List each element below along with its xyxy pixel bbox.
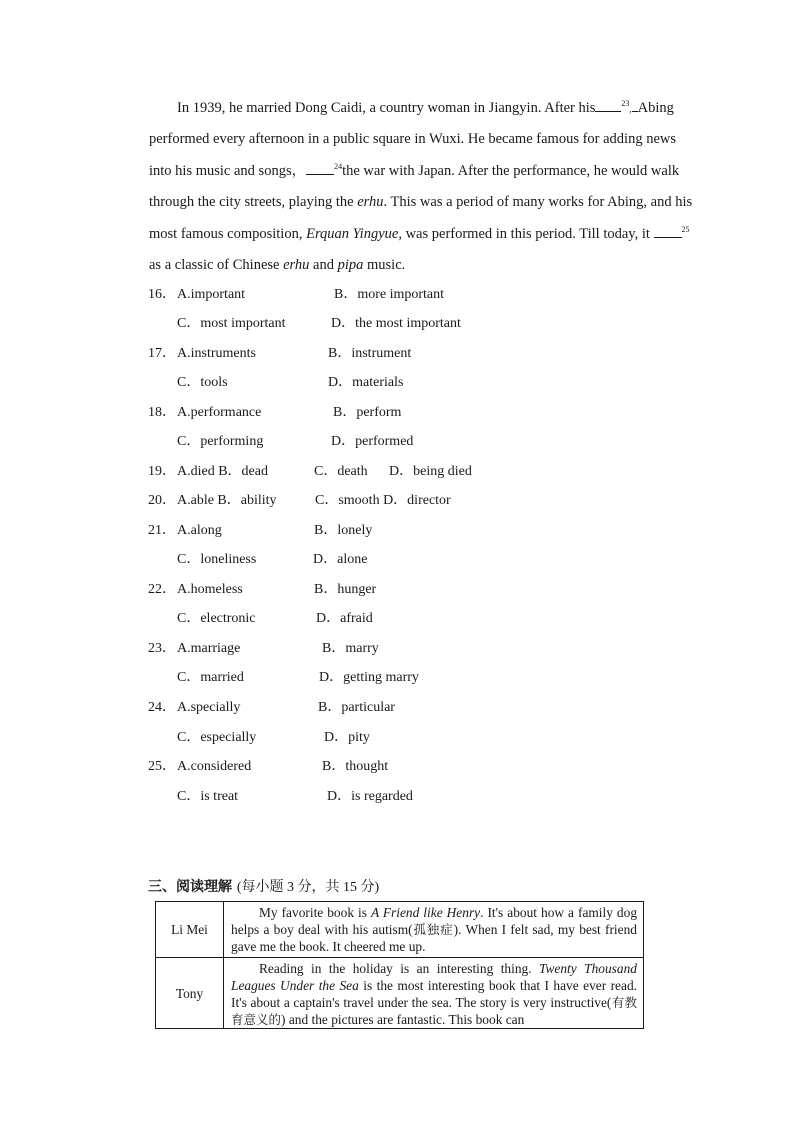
option-ab: A.able B．ability <box>177 493 277 508</box>
question-number: 25． <box>148 759 176 774</box>
option-c: C．married <box>177 670 244 685</box>
option-a: A.important <box>177 287 246 302</box>
passage-line-4: through the city streets, playing the erhu. This was a period of many works for Abing, and his <box>149 194 693 210</box>
question-number: 21． <box>148 523 176 538</box>
passage-line-5: most famous composition, Erquan Yingyue, was performed in this period. Till today, it $^{25}$ <box>149 225 690 242</box>
option-cd: C．smooth D．director <box>315 493 451 508</box>
option-d: D．alone <box>313 552 368 567</box>
passage-line-6: as a classic of Chinese erhu and pipa music. <box>149 257 406 273</box>
option-d: D．being died <box>389 464 472 479</box>
option-a: A.along <box>177 523 222 538</box>
option-d: D．getting marry <box>319 670 419 685</box>
reader-comment: My favorite book is A Friend like Henry. It's about how a family dog helps a boy deal with his autism(孤独症). When I felt sad, my best friend gave me the book. It cheered me up. <box>224 902 644 958</box>
option-c: C．most important <box>177 316 286 331</box>
option-c: C．electronic <box>177 611 256 626</box>
reader-name: Tony <box>156 958 224 1029</box>
option-a: A.instruments <box>177 346 256 361</box>
option-d: D．pity <box>324 730 370 745</box>
option-a: A.homeless <box>177 582 243 597</box>
section-scoring-note: (每小题 3 分，共 15 分) <box>236 880 380 895</box>
option-c: C．death <box>314 464 368 479</box>
option-d: D．is regarded <box>327 789 413 804</box>
question-number: 20． <box>148 493 176 508</box>
blank-number-23: 23 <box>621 99 630 109</box>
option-b: B．hunger <box>314 582 377 597</box>
table-row <box>156 902 644 958</box>
option-b: B．marry <box>322 641 379 656</box>
blank-number-24: 24 <box>334 162 343 172</box>
option-a: A.considered <box>177 759 252 774</box>
option-d: D．the most important <box>331 316 461 331</box>
passage-line-3: into his music and songs， $^{24}$the war with Japan. After the performance, he would walk <box>149 162 680 179</box>
option-b: B．thought <box>322 759 389 774</box>
option-b: B．lonely <box>314 523 373 538</box>
option-c: C．is treat <box>177 789 239 804</box>
question-number: 17． <box>148 346 176 361</box>
reader-comment: Reading in the holiday is an interesting thing. Twenty Thousand Leagues Under the Sea is the most interesting book that I have ever read. It's about a captain's travel under the sea. The story is very instructive(有教育意义的) and the pictures are fantastic. This book can <box>224 958 644 1029</box>
answer-blank-23 <box>595 99 621 112</box>
option-c: C．especially <box>177 730 257 745</box>
section-heading: 三、阅读理解 (每小题 3 分，共 15 分) <box>148 879 380 895</box>
blank-number-25: 25 <box>681 225 690 235</box>
option-b: B．more important <box>334 287 445 302</box>
option-a: A.performance <box>177 405 262 420</box>
reader-name: Li Mei <box>156 902 224 958</box>
option-b: B．perform <box>333 405 402 420</box>
reading-table <box>155 901 644 1029</box>
option-c: C．performing <box>177 434 264 449</box>
option-a: A.specially <box>177 700 241 715</box>
question-number: 24． <box>148 700 176 715</box>
question-number: 18． <box>148 405 176 420</box>
table-row <box>156 958 644 1029</box>
option-c: C．tools <box>177 375 228 390</box>
option-b: B．instrument <box>328 346 412 361</box>
option-a: A.marriage <box>177 641 241 656</box>
question-number: 23． <box>148 641 176 656</box>
passage-line-2: performed every afternoon in a public square in Wuxi. He became famous for adding news <box>149 131 677 147</box>
answer-blank-25 <box>654 225 682 238</box>
option-ab: A.died B．dead <box>177 464 268 479</box>
question-number: 22． <box>148 582 176 597</box>
answer-blank-24 <box>306 162 334 175</box>
option-d: D．performed <box>331 434 414 449</box>
option-c: C．loneliness <box>177 552 257 567</box>
option-d: D．afraid <box>316 611 373 626</box>
passage-line-1: In 1939, he married Dong Caidi, a country woman in Jiangyin. After his $^{23}$, Abing <box>177 99 674 116</box>
question-number: 16． <box>148 287 176 302</box>
option-b: B．particular <box>318 700 395 715</box>
option-d: D．materials <box>328 375 404 390</box>
question-number: 19． <box>148 464 176 479</box>
